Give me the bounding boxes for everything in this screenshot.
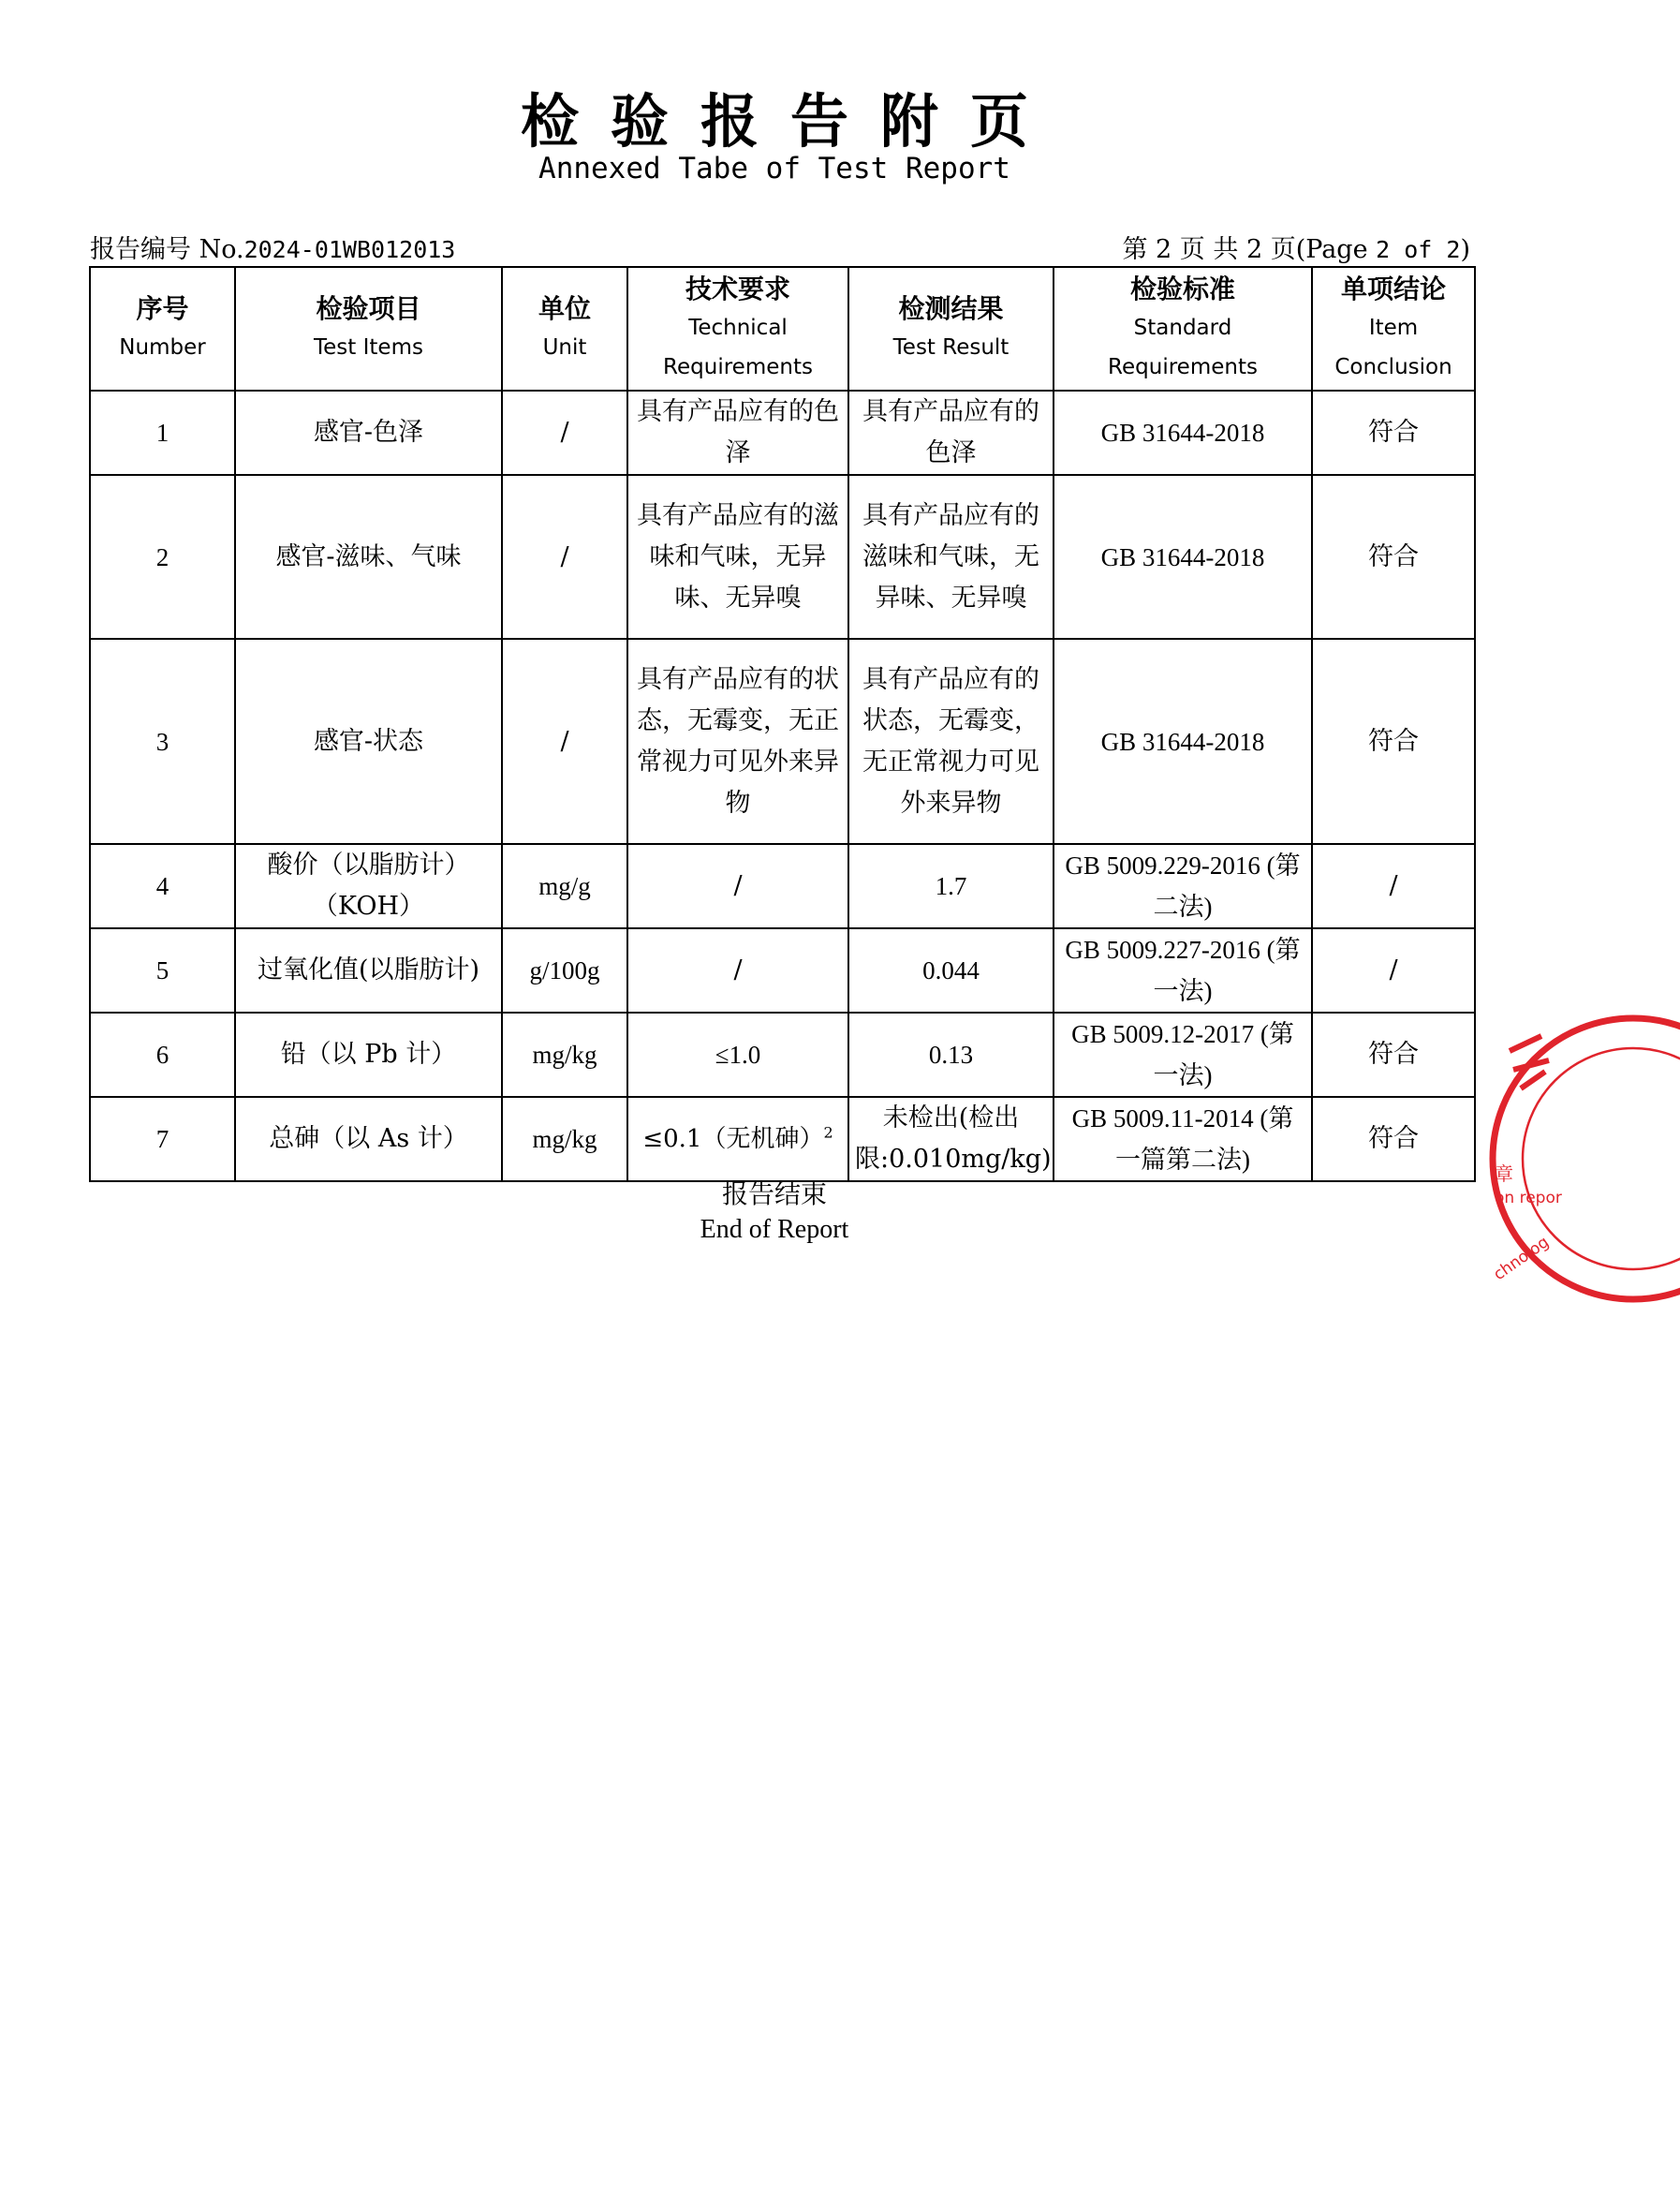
table-header-row bbox=[90, 267, 1475, 391]
report-title-en: Annexed Tabe of Test Report bbox=[538, 152, 1010, 185]
footnote-marker: 2 bbox=[823, 1123, 833, 1142]
header-conclusion: 单项结论 Item Conclusion bbox=[1312, 267, 1475, 391]
cell-result: 1.7 bbox=[848, 844, 1054, 928]
cell-result: 0.044 bbox=[848, 928, 1054, 1013]
cell-test-item: 感官-色泽 bbox=[235, 391, 502, 475]
cell-standard: GB 5009.229-2016 (第二法) bbox=[1054, 844, 1312, 928]
requirement-text: ≤0.1（无机砷） bbox=[642, 1125, 824, 1153]
cell-unit: mg/kg bbox=[502, 1013, 627, 1097]
report-number-value: 2024-01WB012013 bbox=[243, 236, 456, 263]
cell-test-item: 总砷（以 As 计） bbox=[235, 1097, 502, 1181]
cell-requirement: / bbox=[627, 928, 848, 1013]
test-results-table bbox=[89, 266, 1476, 1182]
cell-number: 2 bbox=[90, 475, 235, 639]
cell-unit: / bbox=[502, 475, 627, 639]
cell-conclusion: 符合 bbox=[1312, 475, 1475, 639]
cell-test-item: 感官-状态 bbox=[235, 639, 502, 844]
header-unit: 单位 Unit bbox=[502, 267, 627, 391]
cell-conclusion: / bbox=[1312, 844, 1475, 928]
cell-number: 6 bbox=[90, 1013, 235, 1097]
table-row bbox=[90, 844, 1475, 928]
cell-requirement: 具有产品应有的状态，无霉变，无正常视力可见外来异物 bbox=[627, 639, 848, 844]
cell-test-item: 过氧化值(以脂肪计) bbox=[235, 928, 502, 1013]
cell-requirement: ≤1.0 bbox=[627, 1013, 848, 1097]
page-prefix: 第 2 页 共 2 页(Page bbox=[1122, 235, 1377, 264]
header-standard: 检验标准 Standard Requirements bbox=[1054, 267, 1312, 391]
cell-conclusion: 符合 bbox=[1312, 1013, 1475, 1097]
cell-requirement bbox=[627, 1097, 848, 1181]
cell-conclusion: 符合 bbox=[1312, 1097, 1475, 1181]
report-title-cn: 检验报告附页 bbox=[520, 87, 1060, 155]
cell-test-item: 酸价（以脂肪计）（KOH） bbox=[235, 844, 502, 928]
seal-text-report: on repor bbox=[1495, 1189, 1562, 1207]
table-row bbox=[90, 475, 1475, 639]
cell-standard: GB 31644-2018 bbox=[1054, 475, 1312, 639]
cell-conclusion: / bbox=[1312, 928, 1475, 1013]
report-number bbox=[90, 229, 455, 265]
seal-text-stamp: 章 bbox=[1495, 1162, 1513, 1185]
seal-text-technology: chnolog bbox=[1490, 1233, 1553, 1285]
cell-result: 未检出(检出限:0.010mg/kg) bbox=[848, 1097, 1054, 1181]
table-row bbox=[90, 639, 1475, 844]
cell-requirement: / bbox=[627, 844, 848, 928]
cell-standard: GB 5009.11-2014 (第一篇第二法) bbox=[1054, 1097, 1312, 1181]
cell-unit: g/100g bbox=[502, 928, 627, 1013]
table-row bbox=[90, 391, 1475, 475]
cell-test-item: 感官-滋味、气味 bbox=[235, 475, 502, 639]
cell-requirement: 具有产品应有的色泽 bbox=[627, 391, 848, 475]
cell-conclusion: 符合 bbox=[1312, 391, 1475, 475]
end-of-report-cn: 报告结束 bbox=[721, 1178, 827, 1209]
cell-result: 具有产品应有的状态，无霉变，无正常视力可见外来异物 bbox=[848, 639, 1054, 844]
cell-number: 4 bbox=[90, 844, 235, 928]
page-suffix: ) bbox=[1460, 235, 1470, 264]
header-test-items: 检验项目 Test Items bbox=[235, 267, 502, 391]
cell-conclusion: 符合 bbox=[1312, 639, 1475, 844]
cell-number: 7 bbox=[90, 1097, 235, 1181]
cell-number: 3 bbox=[90, 639, 235, 844]
table-row bbox=[90, 1013, 1475, 1097]
cell-number: 5 bbox=[90, 928, 235, 1013]
cell-standard: GB 31644-2018 bbox=[1054, 639, 1312, 844]
company-seal-stamp bbox=[1490, 1014, 1680, 1304]
cell-unit: mg/g bbox=[502, 844, 627, 928]
cell-standard: GB 5009.12-2017 (第一法) bbox=[1054, 1013, 1312, 1097]
cell-unit: mg/kg bbox=[502, 1097, 627, 1181]
end-of-report-en: End of Report bbox=[700, 1215, 849, 1244]
cell-result: 0.13 bbox=[848, 1013, 1054, 1097]
cell-requirement: 具有产品应有的滋味和气味，无异味、无异嗅 bbox=[627, 475, 848, 639]
table-row bbox=[90, 928, 1475, 1013]
cell-number: 1 bbox=[90, 391, 235, 475]
header-number: 序号 Number bbox=[90, 267, 235, 391]
cell-standard: GB 31644-2018 bbox=[1054, 391, 1312, 475]
cell-result: 具有产品应有的色泽 bbox=[848, 391, 1054, 475]
table-row bbox=[90, 1097, 1475, 1181]
header-technical-requirements: 技术要求 Technical Requirements bbox=[627, 267, 848, 391]
cell-test-item: 铅（以 Pb 计） bbox=[235, 1013, 502, 1097]
page-count: 2 of 2 bbox=[1376, 236, 1461, 263]
cell-result: 具有产品应有的滋味和气味，无异味、无异嗅 bbox=[848, 475, 1054, 639]
cell-unit: / bbox=[502, 391, 627, 475]
page-info bbox=[1122, 229, 1470, 265]
cell-unit: / bbox=[502, 639, 627, 844]
report-number-label: 报告编号 No. bbox=[90, 235, 244, 264]
cell-standard: GB 5009.227-2016 (第一法) bbox=[1054, 928, 1312, 1013]
header-test-result: 检测结果 Test Result bbox=[848, 267, 1054, 391]
